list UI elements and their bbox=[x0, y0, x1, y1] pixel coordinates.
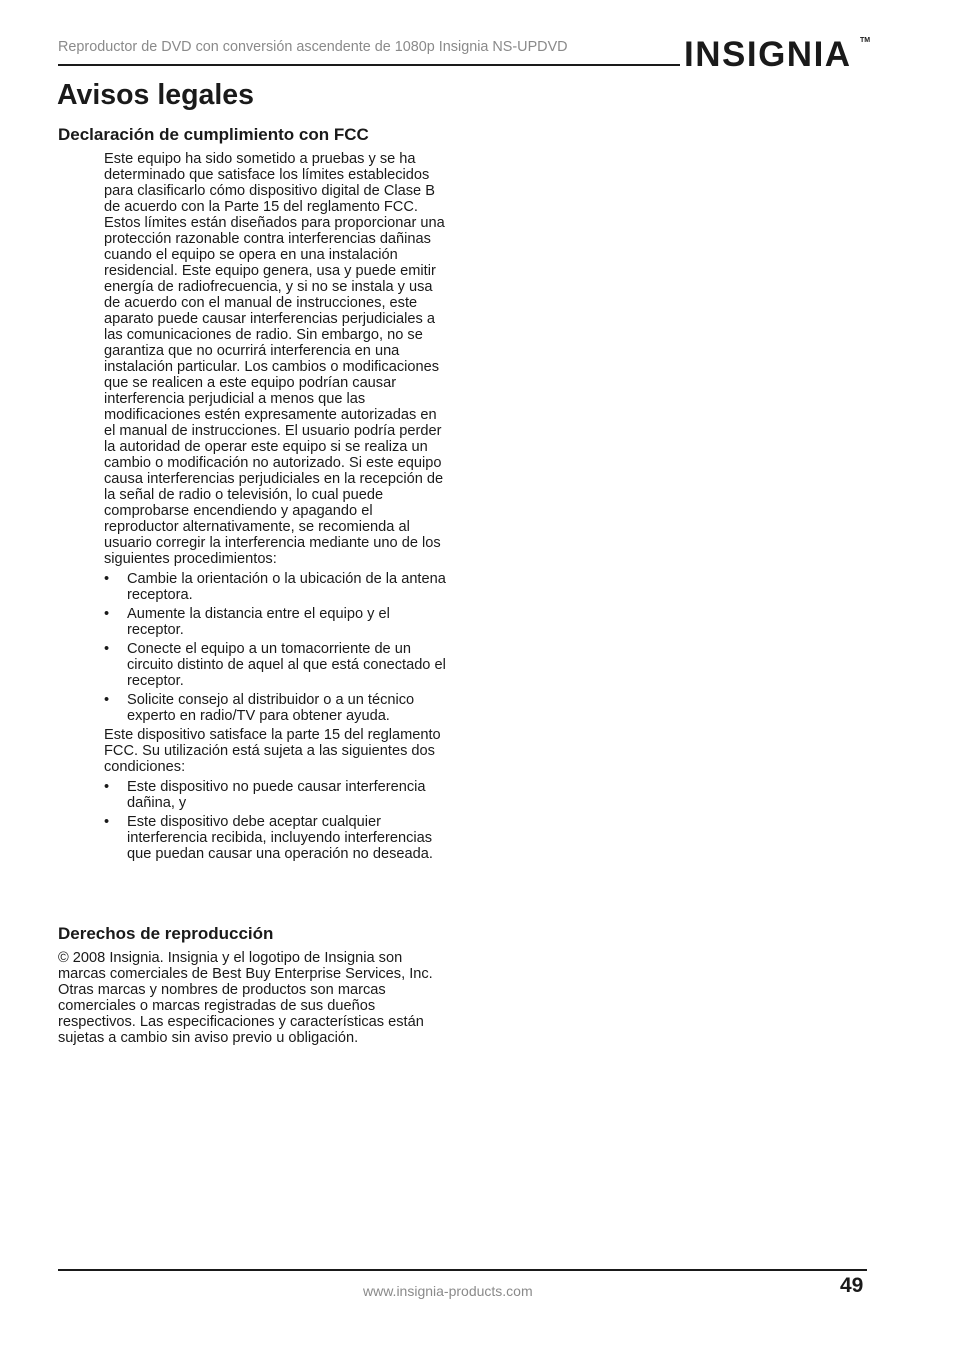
list-item: • Este dispositivo debe aceptar cualquier interferencia recibida, incluyendo interferencias que puedan causar una operación no deseada. bbox=[104, 814, 433, 862]
trademark-mark: TM bbox=[860, 37, 871, 44]
footer-url: www.insignia-products.com bbox=[363, 1283, 533, 1299]
bullet-icon: • bbox=[104, 571, 110, 587]
list-item: • Este dispositivo no puede causar interferencia dañina, y bbox=[104, 779, 426, 811]
header-divider bbox=[58, 64, 680, 66]
bullet-icon: • bbox=[104, 692, 110, 708]
list-item: • Conecte el equipo a un tomacorriente de un circuito distinto de aquel al que está conectado el receptor. bbox=[104, 641, 446, 689]
copyright-section bbox=[58, 950, 450, 1046]
list-item: • Cambie la orientación o la ubicación de la antena receptora. bbox=[104, 571, 446, 603]
logo-wordmark: INSIGNIA bbox=[684, 35, 852, 74]
fcc-statement bbox=[104, 151, 449, 865]
fcc-heading: Declaración de cumplimiento con FCC bbox=[58, 125, 369, 144]
fcc-conditions-list bbox=[104, 779, 449, 862]
page-number: 49 bbox=[840, 1274, 864, 1297]
page-title: Avisos legales bbox=[57, 79, 254, 111]
bullet-icon: • bbox=[104, 779, 110, 795]
list-item: • Solicite consejo al distribuidor o a un técnico experto en radio/TV para obtener ayuda. bbox=[104, 692, 415, 724]
bullet-icon: • bbox=[104, 606, 110, 622]
bullet-icon: • bbox=[104, 641, 110, 657]
copyright-heading: Derechos de reproducción bbox=[58, 924, 274, 943]
bullet-icon: • bbox=[104, 814, 110, 830]
fcc-remedies-list bbox=[104, 571, 449, 724]
footer-divider bbox=[58, 1269, 867, 1271]
fcc-paragraph: Este equipo ha sido sometido a pruebas y se ha determinado que satisface los límites establecidos para clasificarlo cómo dispositivo digital de Clase B de acuerdo con la Parte 15 del reglamento FCC. Estos límites están diseñados para proporcionar una protección razonable contra interferencias dañinas cuando el equipo se opera en una instalación residencial. Este equipo genera, usa y puede emitir energía de radiofrecuencia, y si no se instala y usa de acuerdo con el manual de instrucciones, este aparato puede causar interferencias perjudiciales a las comunicaciones de radio. Sin embargo, no se garantiza que no ocurrirá interferencia en una instalación particular. Los cambios o modificaciones que se realicen a este equipo podrían causar interferencia perjudicial a menos que las modificaciones estén expresamente autorizadas en el manual de instrucciones. El usuario podría perder la autoridad de operar este equipo si se realiza un cambio o modificación no autorizado. Si este equipo causa interferencias perjudiciales en la recepción de la señal de radio o televisión, lo cual puede comprobarse encendiendo y apagando el reproductor alternativamente, se recomienda al usuario corregir la interferencia mediante uno de los siguientes procedimientos: bbox=[104, 151, 445, 567]
list-item: • Aumente la distancia entre el equipo y el receptor. bbox=[104, 606, 390, 638]
copyright-paragraph: © 2008 Insignia. Insignia y el logotipo de Insignia son marcas comerciales de Best Buy Enterprise Services, Inc. Otras marcas y nombres de productos son marcas comerciales o marcas registradas de sus dueños respectivos. Las especificaciones y características están sujetas a cambio sin aviso previo u obligación. bbox=[58, 950, 433, 1046]
insignia-logo bbox=[684, 35, 869, 75]
running-header: Reproductor de DVD con conversión ascendente de 1080p Insignia NS-UPDVD bbox=[58, 39, 568, 55]
fcc-conditions-paragraph: Este dispositivo satisface la parte 15 del reglamento FCC. Su utilización está sujeta a las siguientes dos condiciones: bbox=[104, 727, 441, 775]
